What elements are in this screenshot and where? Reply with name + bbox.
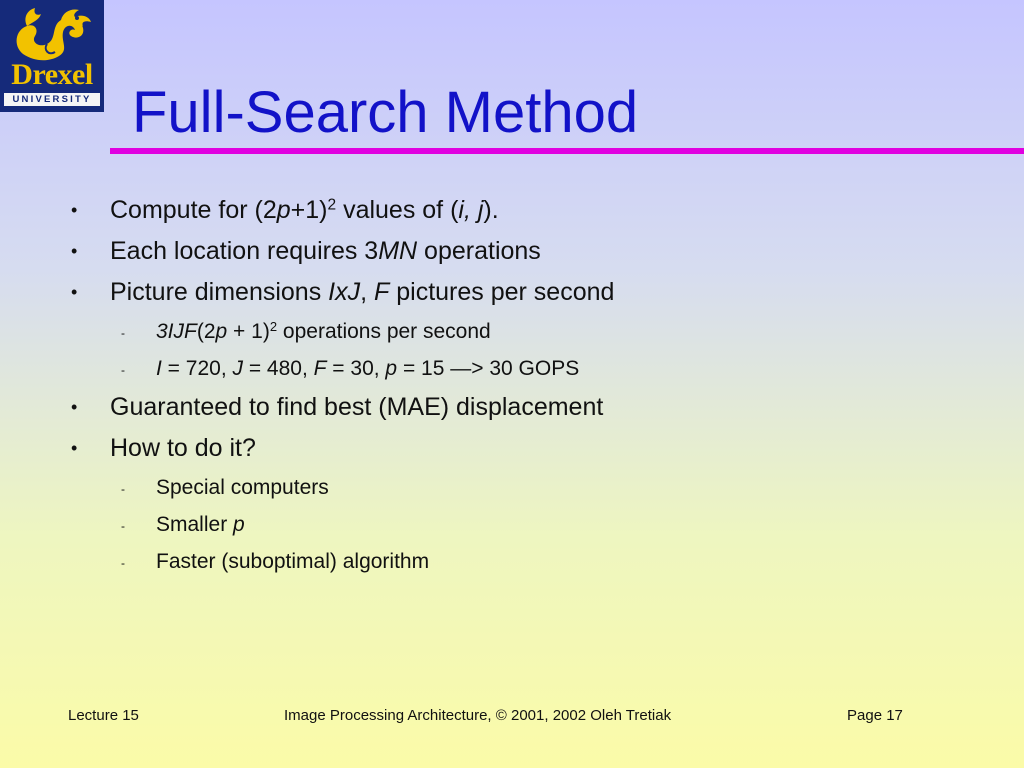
bullet-text: operations <box>417 237 541 265</box>
bullet-text: Guaranteed to find best (MAE) displacement <box>110 393 604 421</box>
slide-footer <box>0 706 1024 726</box>
bullet-text: operations per second <box>277 320 491 343</box>
bullet-marker: • <box>71 200 78 220</box>
bullet-text: , <box>360 278 375 306</box>
bullet-text: 3IJF <box>156 320 197 343</box>
bullet-text: p <box>233 513 245 536</box>
bullet-marker: • <box>71 241 78 261</box>
bullet-text: Special computers <box>156 476 329 499</box>
bullet-marker: • <box>71 282 78 302</box>
bullet-text: Each location requires 3 <box>110 237 379 265</box>
bullet-text: = 15 —> 30 GOPS <box>397 357 580 380</box>
bullet-marker: • <box>71 438 78 458</box>
bullet-item <box>0 428 1024 469</box>
sub-bullet-marker: - <box>121 482 125 496</box>
sub-bullet-marker: - <box>121 326 125 340</box>
bullet-text: p <box>276 196 291 224</box>
bullet-text: I <box>156 357 162 380</box>
bullet-text: J <box>232 357 243 380</box>
logo-subtitle: UNIVERSITY <box>4 93 100 106</box>
slide-title: Full-Search Method <box>132 80 639 145</box>
footer-page-number: Page 17 <box>847 707 903 724</box>
superscript: 2 <box>327 196 337 214</box>
bullet-item <box>0 387 1024 428</box>
sub-bullet-marker: - <box>121 363 125 377</box>
bullet-list <box>0 190 1024 580</box>
bullet-marker: • <box>71 397 78 417</box>
bullet-text: pictures per second <box>389 278 615 306</box>
sub-bullet-item <box>0 543 1024 580</box>
bullet-text: Compute for (2 <box>110 196 277 224</box>
bullet-text: values of ( <box>336 196 459 224</box>
superscript: 2 <box>269 318 278 334</box>
bullet-text: How to do it? <box>110 434 256 462</box>
bullet-text: (2 <box>196 320 216 343</box>
bullet-text: + 1) <box>227 320 270 343</box>
bullet-text: p <box>215 320 228 343</box>
sub-bullet-marker: - <box>121 519 125 533</box>
bullet-text: F <box>374 278 390 306</box>
bullet-text: = 30, <box>326 357 386 380</box>
bullet-text: ). <box>483 196 499 224</box>
bullet-item <box>0 272 1024 313</box>
drexel-logo <box>0 0 104 112</box>
logo-wordmark: Drexel <box>11 58 93 91</box>
bullet-text: +1) <box>290 196 328 224</box>
bullet-item <box>0 231 1024 272</box>
bullet-text: = 480, <box>242 357 314 380</box>
title-underline <box>110 148 1024 154</box>
sub-bullet-item <box>0 350 1024 387</box>
sub-bullet-item <box>0 506 1024 543</box>
bullet-text: F <box>313 357 327 380</box>
sub-bullet-item <box>0 469 1024 506</box>
sub-bullet-marker: - <box>121 556 125 570</box>
bullet-text: MN <box>378 237 418 265</box>
bullet-text: i, j <box>458 196 484 224</box>
bullet-text: Picture dimensions <box>110 278 329 306</box>
bullet-item <box>0 190 1024 231</box>
bullet-text: = 720, <box>161 357 233 380</box>
bullet-text: IxJ <box>328 278 361 306</box>
bullet-text: Smaller <box>156 513 234 536</box>
footer-lecture: Lecture 15 <box>68 707 139 724</box>
bullet-text: p <box>385 357 398 380</box>
sub-bullet-item <box>0 313 1024 350</box>
footer-course: Image Processing Architecture, © 2001, 2002 Oleh Tretiak <box>284 707 672 724</box>
dragon-icon <box>9 4 95 62</box>
bullet-text: Faster (suboptimal) algorithm <box>156 550 430 573</box>
